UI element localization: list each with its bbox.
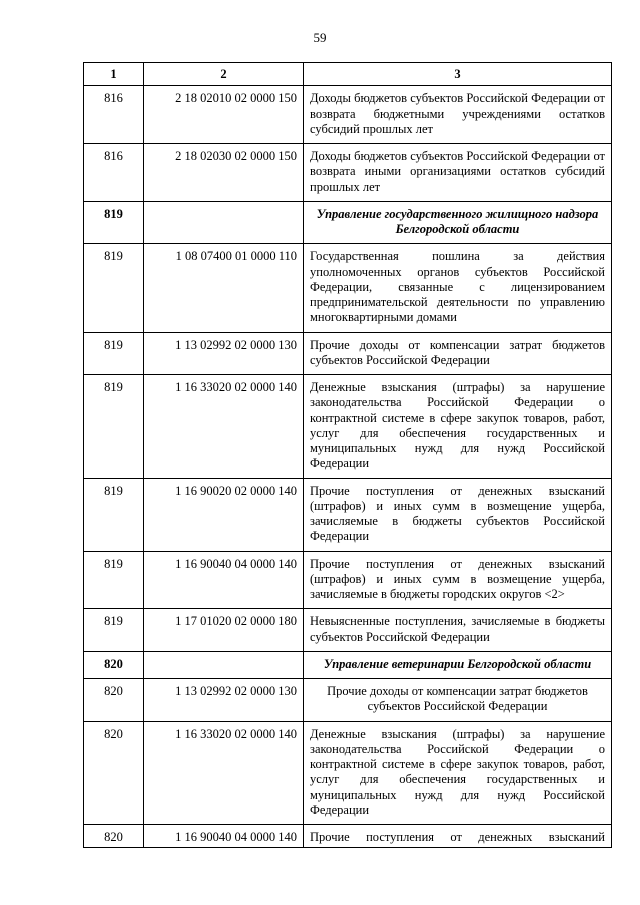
column-header-2: 2 bbox=[144, 63, 304, 86]
admin-code-cell: 819 bbox=[84, 551, 144, 609]
table-row bbox=[84, 825, 612, 848]
admin-code-cell: 819 bbox=[84, 332, 144, 375]
page-number: 59 bbox=[313, 30, 327, 45]
revenue-description-cell: Государственная пошлина за действия уполномоченных органов субъектов Российской Федерации, связанные с лицензированием предпринимательской деятельности по управлению многоквартирными домами bbox=[304, 244, 612, 332]
revenue-code-cell bbox=[144, 651, 304, 678]
table-row bbox=[84, 609, 612, 652]
revenue-code-cell: 2 18 02030 02 0000 150 bbox=[144, 144, 304, 202]
table-row bbox=[84, 478, 612, 551]
admin-code-cell: 819 bbox=[84, 478, 144, 551]
revenue-description-cell: Доходы бюджетов субъектов Российской Федерации от возврата иными организациями остатков субсидий прошлых лет bbox=[304, 144, 612, 202]
admin-code-cell: 819 bbox=[84, 201, 144, 244]
revenue-description-cell: Прочие доходы от компенсации затрат бюджетов субъектов Российской Федерации bbox=[304, 679, 612, 722]
revenue-code-cell: 1 17 01020 02 0000 180 bbox=[144, 609, 304, 652]
revenue-description-cell: Невыясненные поступления, зачисляемые в бюджеты субъектов Российской Федерации bbox=[304, 609, 612, 652]
revenue-description-cell: Прочие поступления от денежных взысканий (штрафов) и иных сумм в возмещение ущерба, зачисляемые в бюджеты городских округов <2> bbox=[304, 551, 612, 609]
table-row bbox=[84, 679, 612, 722]
table-row bbox=[84, 332, 612, 375]
admin-code-cell: 820 bbox=[84, 651, 144, 678]
section-title-cell: Управление ветеринарии Белгородской области bbox=[304, 651, 612, 678]
revenue-description-text: Прочие поступления от денежных взысканий bbox=[310, 830, 605, 844]
column-header-1: 1 bbox=[84, 63, 144, 86]
section-header-row bbox=[84, 201, 612, 244]
revenue-classification-table bbox=[83, 62, 612, 848]
admin-code-cell: 819 bbox=[84, 244, 144, 332]
revenue-code-cell: 1 16 90020 02 0000 140 bbox=[144, 478, 304, 551]
table-row bbox=[84, 144, 612, 202]
revenue-description-cell bbox=[304, 825, 612, 848]
column-header-3: 3 bbox=[304, 63, 612, 86]
table-header-row bbox=[84, 63, 612, 86]
admin-code-cell: 820 bbox=[84, 679, 144, 722]
revenue-code-cell: 2 18 02010 02 0000 150 bbox=[144, 86, 304, 144]
revenue-description-cell: Доходы бюджетов субъектов Российской Федерации от возврата бюджетными учреждениями остатков субсидий прошлых лет bbox=[304, 86, 612, 144]
table-row bbox=[84, 721, 612, 825]
revenue-code-cell: 1 08 07400 01 0000 110 bbox=[144, 244, 304, 332]
revenue-code-cell: 1 13 02992 02 0000 130 bbox=[144, 332, 304, 375]
revenue-code-cell: 1 16 90040 04 0000 140 bbox=[144, 551, 304, 609]
admin-code-cell: 816 bbox=[84, 144, 144, 202]
revenue-code-cell: 1 16 33020 02 0000 140 bbox=[144, 721, 304, 825]
revenue-code-cell: 1 16 33020 02 0000 140 bbox=[144, 375, 304, 479]
revenue-description-cell: Денежные взыскания (штрафы) за нарушение законодательства Российской Федерации о контрактной системе в сфере закупок товаров, работ, услуг для обеспечения государственных и муниципальных нужд для нужд Российской Федерации bbox=[304, 721, 612, 825]
revenue-code-cell bbox=[144, 201, 304, 244]
revenue-code-cell: 1 16 90040 04 0000 140 bbox=[144, 825, 304, 848]
admin-code-cell: 819 bbox=[84, 609, 144, 652]
revenue-description-cell: Денежные взыскания (штрафы) за нарушение законодательства Российской Федерации о контрактной системе в сфере закупок товаров, работ, услуг для обеспечения государственных и муниципальных нужд для нужд Российской Федерации bbox=[304, 375, 612, 479]
section-title-cell: Управление государственного жилищного надзора Белгородской области bbox=[304, 201, 612, 244]
revenue-description-cell: Прочие поступления от денежных взысканий (штрафов) и иных сумм в возмещение ущерба, зачисляемые в бюджеты субъектов Российской Федерации bbox=[304, 478, 612, 551]
admin-code-cell: 820 bbox=[84, 721, 144, 825]
revenue-code-cell: 1 13 02992 02 0000 130 bbox=[144, 679, 304, 722]
table-row bbox=[84, 551, 612, 609]
table-row bbox=[84, 375, 612, 479]
revenue-description-cell: Прочие доходы от компенсации затрат бюджетов субъектов Российской Федерации bbox=[304, 332, 612, 375]
admin-code-cell: 816 bbox=[84, 86, 144, 144]
admin-code-cell: 820 bbox=[84, 825, 144, 848]
table-row bbox=[84, 244, 612, 332]
admin-code-cell: 819 bbox=[84, 375, 144, 479]
section-header-row bbox=[84, 651, 612, 678]
table-row bbox=[84, 86, 612, 144]
